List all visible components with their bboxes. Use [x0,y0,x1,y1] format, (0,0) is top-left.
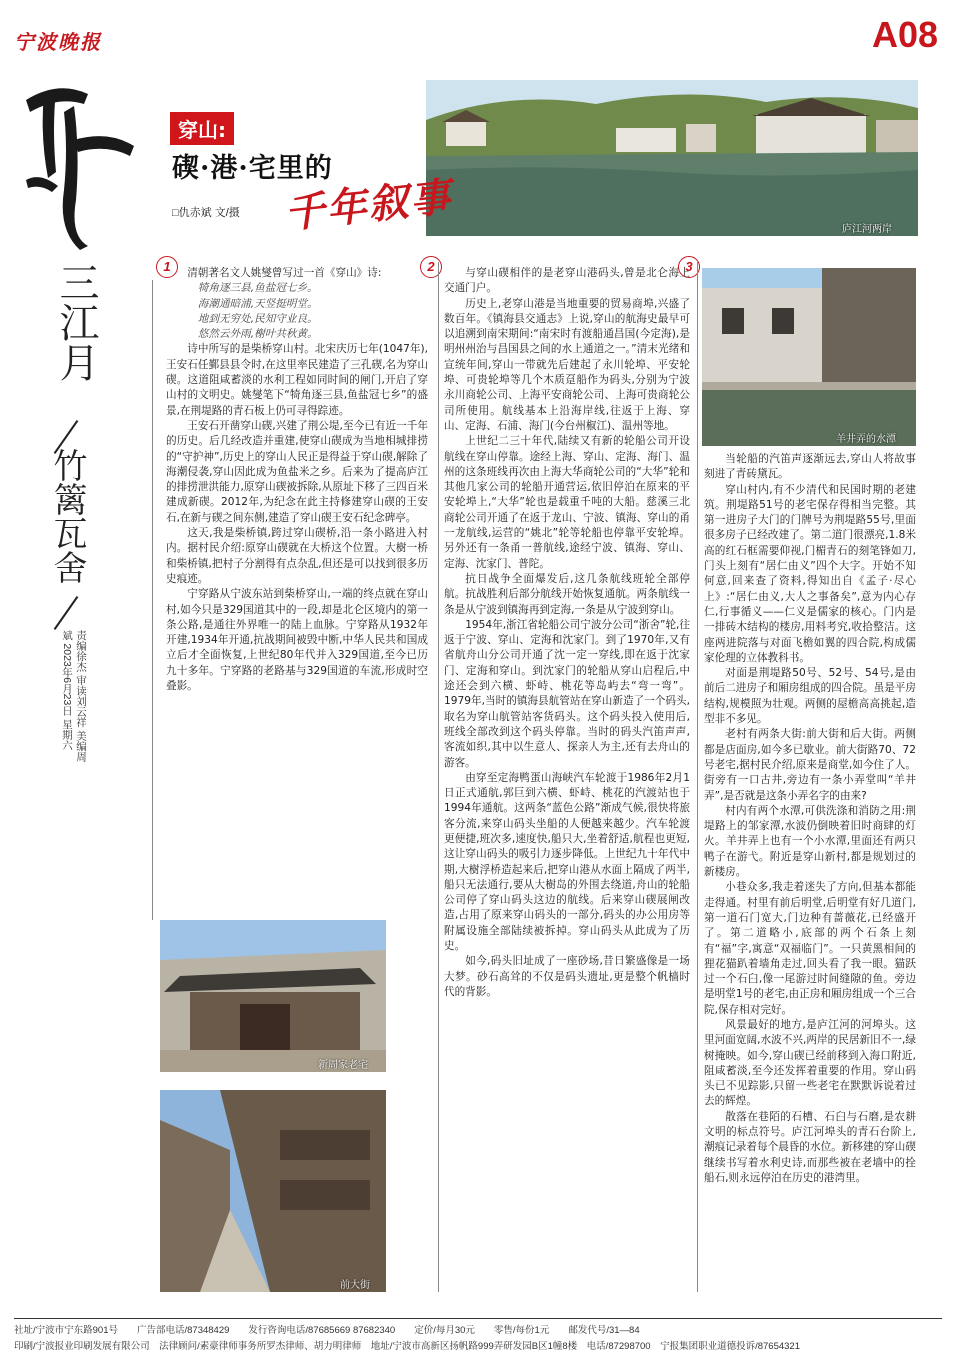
paragraph: 诗中所写的是柴桥穿山村。北宋庆历七年(1047年),王安石任鄞县县令时,在这里率民建造了三孔碶,名为穿山碶。这道阻咸蓄淡的水利工程如同时间的闸门,开启了穿山村的文明史。姚燮笔下“犄角逐三县,鱼盐冠七乡”的盛景,在荆堤路的青石板上仍可寻得踪迹。 [166,343,428,417]
paragraph: 对面是荆堤路50号、52号、54号,是由前后二进房子和厢房组成的四合院。虽是平房结构,规模照为壮观。两侧的屋檐高高挑起,造型非不多见。 [704,667,916,726]
photo-front-street [160,1090,386,1292]
masthead-logo: 宁波晚报 [14,30,102,54]
article-column-1 [166,266,428,918]
paragraph: 如今,码头旧址成了一座砂场,昔日繁盛像是一场大梦。砂石高耸的不仅是码头遗址,更是整个帆樯时代的背影。 [444,955,690,998]
article-byline: □仇赤斌 文/摄 [172,207,240,219]
photo-water-pond-caption: 羊井弄的水潭 [836,434,896,445]
section-marker-2: 2 [420,256,442,278]
photo-water-pond [702,268,916,446]
paragraph: 风景最好的地方,是庐江河的河埠头。这里河面宽阔,水波不兴,两岸的民居新旧不一,绿树掩映。如今,穿山碶已经前移到入海口附近,阻咸蓄淡,至今还发挥着重要的作用。穿山码头已不见踪影,只留一些老宅在默默诉说着过去的辉煌。 [704,1018,916,1108]
paragraph: 散落在巷陌的石槽、石臼与石磨,是农耕文明的标点符号。庐江河埠头的青石台阶上,潮痕记录着每个晨昏的水位。新移建的穿山碶继续书写着水利史诗,而那些被在老墙中的拴船石,则永远停泊在历史的港湾里。 [704,1110,916,1184]
poem-line: 犄角逐三县,鱼盐冠七乡。 [197,282,318,295]
paragraph: 1954年,浙江省轮船公司宁波分公司“浙舍”轮,往返于宁波、穿山、定海和沈家门。到了1970年,又有省航舟山分公司开通了沈一定一穿线,即在返于沈家门、定海和穿山。到沈家门的轮船从穿山启程后,中途还会到六横、虾峙、桃花等岛屿去“弯一弯”。1979年,当时的镇海县航管站在穿山新造了一个码头,取名为穿山航管站客货码头。这个码头投入使用后,班线全部改到这个码头停靠。当时的码头汽笛声声,客流如织,其中以生意人、探亲人为主,还有去舟山的游客。 [444,618,690,769]
paragraph: 清朝著名文人姚燮曾写过一首《穿山》诗: [187,267,382,279]
paragraph: 这天,我是柴桥镇,跨过穿山碶桥,沿一条小路进入村内。据村民介绍:原穿山碶就在大桥这个位置。大樹一桥和柴桥镇,把村子分割得有点杂乱,但还是可以找到很多历史痕迹。 [166,527,428,585]
article-title: 碶·港·宅里的 [172,153,333,184]
paragraph: 穿山村内,有不少清代和民国时期的老建筑。荆堤路51号的老宅保存得相当完整。其第一进房子大门的门牌号为荆堤路55号,里面很多房子已经改建了。第二道门很漂亮,1.8米高的红石框需要仰视,门楣青石的刻笔锋如刀,门头上刻有“居仁由义”四个大字。开始不知何意,回来查了资料,得知出自《孟子·尽心上》:“居仁由义,大人之事备矣”,意为内心存仁,行事循义——仁义是儒家的核心。门内是一排砖木结构的楼房,用料考究,收拾整洁。这座两进院落与对面飞檐如翼的四合院,构成儒家伦理的立体教科书。 [704,483,916,664]
photo-front-street-caption: 前大街 [340,1280,370,1291]
hero-photo-river [426,80,918,236]
column-rule [152,280,153,920]
poem-line: 悠然云外雨,榭叶共秋黄。 [197,328,318,341]
hero-photo-caption: 庐江河两岸 [842,224,892,235]
footer-line-1: 社址/宁波市宁东路901号 广告部电话/87348429 发行咨询电话/87685669 87682340 定价/每月30元 零售/每份1元 邮发代号/31—84 [14,1325,640,1336]
page-number: A08 [871,14,938,55]
paragraph: 宁穿路从宁波东站到柴桥穿山,一端的终点就在穿山村,如今只是329国道其中的一段,却是北仑区境内的第一条公路,是通往外界唯一的陆上血脉。宁穿路从1932年开建,1934年开通,抗战期间被毁中断,中华人民共和国成立后才全面恢复,上世纪80年代并入329国道,至今已历九十多年。宁穿路的老路基与329国道的车流,形成时空叠影。 [166,588,428,693]
paragraph: 当轮船的汽笛声逐渐远去,穿山人将故事刻进了青砖黛瓦。 [704,453,916,481]
editor-info: 责编徐杰 审读刘云祥 美编周斌 2023年6月23日 星期六 [61,630,87,762]
paragraph: 抗日战争全面爆发后,这几条航线班轮全部停航。抗战胜利后部分航线开始恢复通航。两条航线一条是从宁波到镇海再到定海,一条是从宁波到穿山。 [444,572,690,616]
paragraph: 与穿山碶相伴的是老穿山港码头,曾是北仑海上交通门户。 [444,267,690,295]
paragraph: 王安石开凿穿山碶,兴建了荆公堤,至今已有近一千年的历史。后几经改造并重建,使穿山碶成为当地相城排捞的“守护神”,历史上的穿山人民正是得益于穿山碶,解除了海潮侵袭,穿山因此成为鱼盐米之乡。后来为了提高庐江的排捞泄洪能力,原穿山碶被拆除,从原址下移了三四百米建成新碶。2012年,为纪念在此主持修建穿山碶的王安石,在新与碶之间东侧,建造了穿山碶王安石纪念碑亭。 [166,419,428,524]
photo-old-house [160,920,386,1072]
column-name: 三江月 [53,262,99,382]
article-column-2 [444,266,690,1294]
paragraph: 上世纪二三十年代,陆续又有新的轮船公司开设航线在穿山停靠。途经上海、穿山、定海、海门、温州的这条班线再次由上海大华商轮公司的“大华”轮和其他几家公司的轮船开通营运,依旧停泊在原来的平安轮埠上,“大华”轮也是载重千吨的大船。慈溪三北商轮公司开通了在返于龙山、宁波、镇海、穿山的甬一龙航线,运营的“姚北”轮等轮船也停靠平安轮埠。另外还有一条甬一普航线,途经宁波、镇海、穿山、定海、沈家门、普陀。 [444,435,690,570]
poem-line: 海潮通暗浦,天竖挺明堂。 [197,297,318,310]
footer-line-2: 印刷/宁波报业印刷发展有限公司 法律顾问/素豪律师事务所罗杰律师、胡力明律师 地址/宁波市高新区扬帆路999弄研发园B区1幢8楼 电话/87298700 宁报集团职业道德投诉/87654321 [14,1341,800,1352]
paragraph: 由穿至定海鸭蛋山海峡汽车轮渡于1986年2月1日正式通航,郭巨到六横、虾峙、桃花的汽渡站也于1994年通航。这两条“蓝色公路”渐成气候,很快将旅客分流,来穿山码头坐船的人便越来越少。汽车轮渡更便捷,班次多,速度快,船只大,坐着舒适,航程也更短,这让穿山码头的吸引力逐步降低。上世纪九十年代中期,大樹浮桥造起来后,把穿山港从水面上隔成了两半,船只无法通行,要从大樹岛的外围去绕道,舟山的轮船公司停了穿山码头这边的航线。后来穿山碶展闸改造,占用了原来穿山码头的一部分,码头的办公用房等附属设施全部陆续被拆掉。穿山码头从此成为了历史。 [444,771,690,953]
paragraph: 老村有两条大街:前大街和后大街。两侧都是店面房,如今多已歇业。前大街路70、72号老宅,据村民介绍,原来是商堂,如今住了人。街旁有一口古井,旁边有一条小弄堂叫“羊井弄”,是否就是这条小弄名字的由来? [704,728,916,802]
section-marker-1: 1 [156,256,178,278]
slash-divider-2 [54,596,79,630]
section-marker-3: 3 [678,256,700,278]
article-tag: 穿山: [170,112,234,145]
paragraph: 小巷众多,我走着迷失了方向,但基本都能走得通。村里有前后明堂,后明堂有好几道门,第一道石门宽大,门边种有蔷薇花,已经盛开了。第二道略小,底部的两个石条上刻有“福”字,寓意“双福临门”。一只黄黑相间的狸花猫趴着墙角走过,回头看了我一眼。猫跃过一个石臼,像一尾游过时间缝隙的鱼。旁边是明堂1号的老宅,由正房和厢房组成一个三合院,保存相对完好。 [704,881,916,1016]
photo-old-house-caption: 新周家老宅 [318,1060,368,1071]
paragraph: 村内有两个水潭,可供洗涤和消防之用:荆堤路上的邹家潭,水波仍倒映着旧时商肆的灯火。羊井弄上也有一个小水潭,里面还有两只鸭子在游弋。附近是穿山新村,都是规划过的新楼房。 [704,804,916,879]
brush-calligraphy-logo [18,60,138,250]
poem-line: 地到无穷处,民知守业良。 [197,312,318,325]
column-subtitle: 竹篱瓦舍 [47,448,87,584]
column-rule [438,262,439,1292]
article-title-flourish: 千年叙事 [282,173,455,238]
paragraph: 历史上,老穿山港是当地重要的贸易商埠,兴盛了数百年。《镇海县交通志》上说,穿山的航海史最早可以追溯到南宋期间:“南宋时有渡船通昌国(今定海),是明州州治与昌国县之间的水上通道之一。”清末光绪和宣统年间,穿山一带就先后建起了永川轮埠、平安轮埠、可贵轮埠等几个木质趸船作为码头,分别为宁波永川商轮公司、上海平安商轮公司、上海可贵商轮公司所使用。航线基本上沿海岸线,往返于上海、穿山、定海、石浦、海门(今台州椒江)、温州等地。 [444,297,690,432]
footer-rule [14,1318,942,1319]
article-column-3 [704,452,916,1294]
column-rule [697,262,698,1292]
